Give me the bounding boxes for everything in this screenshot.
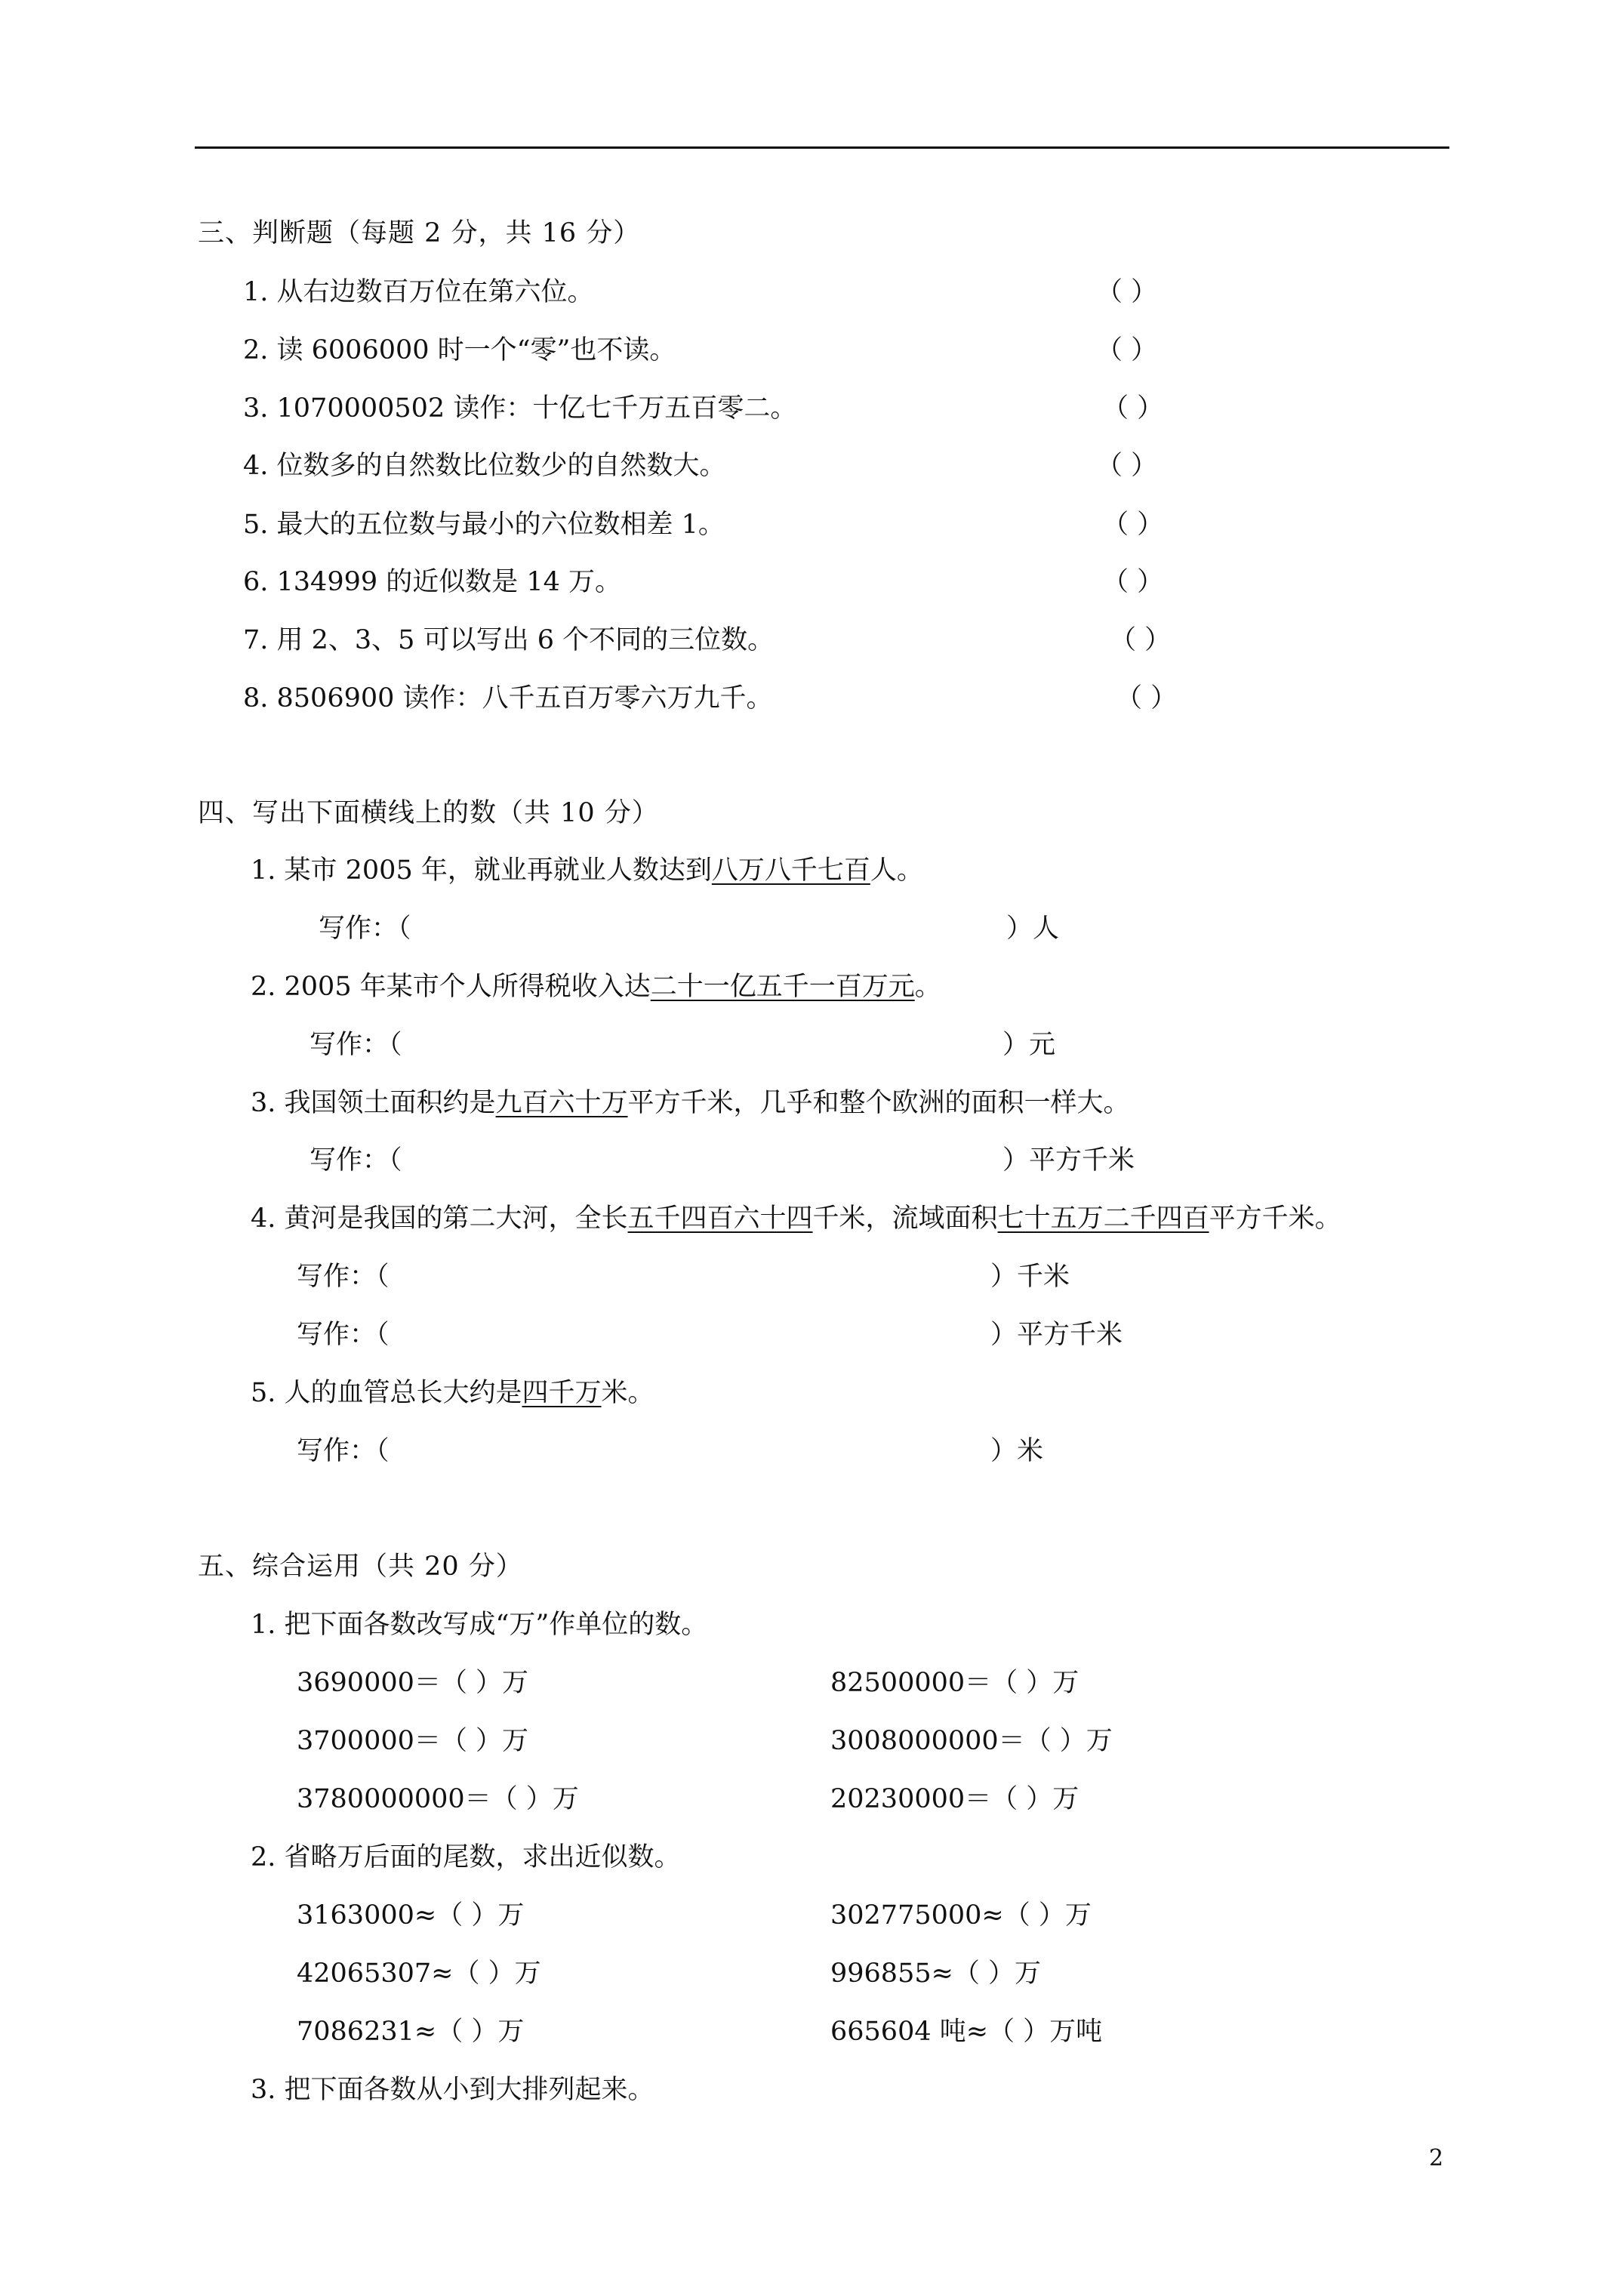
comprehensive-q1-title: 1. 把下面各数改写成“万”作单位的数。 <box>251 1610 708 1640</box>
q4-text-mid: 千米，流域面积 <box>812 1203 998 1234</box>
q1-answer-label: 写作：（ <box>319 914 411 944</box>
judge-blank-3[interactable]: （ ） <box>1102 393 1164 424</box>
section-3-title: 三、判断题（每题 2 分，共 16 分） <box>198 218 641 248</box>
page-number: 2 <box>1429 2145 1444 2171</box>
judge-item-3: 3. 1070000502 读作：十亿七千万五百零二。 <box>243 393 797 424</box>
q2-answer-suffix: ）元 <box>1002 1030 1056 1060</box>
q1-answer-suffix: ）人 <box>1006 914 1060 944</box>
judge-item-5: 5. 最大的五位数与最小的六位数相差 1。 <box>243 510 725 540</box>
q3-text-pre: 3. 我国领土面积约是 <box>251 1088 496 1118</box>
approx-right-3: 665604 吨≈（ ）万吨 <box>830 2017 1103 2047</box>
judge-blank-6[interactable]: （ ） <box>1102 567 1164 597</box>
judge-blank-1[interactable]: （ ） <box>1096 277 1158 307</box>
comprehensive-q2-title: 2. 省略万后面的尾数，求出近似数。 <box>251 1842 681 1872</box>
judge-blank-7[interactable]: （ ） <box>1110 625 1172 655</box>
q1-underlined-number: 八万八千七百 <box>711 855 870 886</box>
q2-text-pre: 2. 2005 年某市个人所得税收入达 <box>251 972 651 1002</box>
section-4-title: 四、写出下面横线上的数（共 10 分） <box>198 798 659 828</box>
section-5-title: 五、综合运用（共 20 分） <box>198 1552 523 1582</box>
q5-answer-suffix: ）米 <box>990 1436 1044 1466</box>
convert-right-1: 82500000＝（ ）万 <box>830 1668 1079 1698</box>
convert-left-1: 3690000＝（ ）万 <box>297 1668 529 1698</box>
q3-answer-label: 写作：（ <box>310 1145 402 1176</box>
convert-right-2: 3008000000＝（ ）万 <box>830 1726 1113 1756</box>
q2-answer-label: 写作：（ <box>310 1030 402 1060</box>
q4-answer-label-2: 写作：（ <box>297 1320 390 1350</box>
q3-underlined-number: 九百六十万 <box>495 1088 628 1118</box>
write-question-5 <box>251 1380 654 1407</box>
approx-left-2: 42065307≈（ ）万 <box>297 1959 541 1989</box>
header-rule <box>195 146 1449 149</box>
write-question-4 <box>251 1203 1341 1234</box>
q2-text-post: 。 <box>914 972 941 1002</box>
judge-item-4: 4. 位数多的自然数比位数少的自然数大。 <box>243 451 726 481</box>
q4-underlined-number-2: 七十五万二千四百 <box>997 1203 1209 1234</box>
judge-item-8: 8. 8506900 读作：八千五百万零六万九千。 <box>243 683 773 713</box>
judge-blank-4[interactable]: （ ） <box>1096 451 1158 481</box>
judge-blank-2[interactable]: （ ） <box>1096 335 1158 365</box>
q1-text-post: 人。 <box>870 855 923 886</box>
approx-left-1: 3163000≈（ ）万 <box>297 1900 525 1931</box>
judge-item-2: 2. 读 6006000 时一个“零”也不读。 <box>243 335 676 365</box>
q5-text-post: 米。 <box>601 1378 654 1408</box>
q4-underlined-number-1: 五千四百六十四 <box>627 1203 813 1234</box>
judge-blank-5[interactable]: （ ） <box>1102 510 1164 540</box>
judge-blank-8[interactable]: （ ） <box>1116 683 1178 713</box>
convert-left-3: 3780000000＝（ ）万 <box>297 1784 579 1814</box>
judge-item-1: 1. 从右边数百万位在第六位。 <box>243 277 594 307</box>
write-question-2 <box>251 974 941 1000</box>
q3-answer-suffix: ）平方千米 <box>1002 1145 1135 1176</box>
q3-text-post: 平方千米，几乎和整个欧洲的面积一样大。 <box>627 1088 1130 1118</box>
q4-text-pre: 4. 黄河是我国的第二大河，全长 <box>251 1203 628 1234</box>
convert-left-2: 3700000＝（ ）万 <box>297 1726 529 1756</box>
q4-answer-suffix-1: ）千米 <box>990 1262 1070 1292</box>
judge-item-7: 7. 用 2、3、5 可以写出 6 个不同的三位数。 <box>243 625 775 655</box>
approx-right-1: 302775000≈（ ）万 <box>830 1900 1092 1931</box>
judge-item-6: 6. 134999 的近似数是 14 万。 <box>243 567 622 597</box>
comprehensive-q3-title: 3. 把下面各数从小到大排列起来。 <box>251 2075 654 2105</box>
convert-right-3: 20230000＝（ ）万 <box>830 1784 1079 1814</box>
q2-underlined-number: 二十一亿五千一百万元 <box>650 972 915 1002</box>
approx-right-2: 996855≈（ ）万 <box>830 1959 1042 1989</box>
write-question-1 <box>251 855 923 886</box>
q4-answer-suffix-2: ）平方千米 <box>990 1320 1123 1350</box>
q5-text-pre: 5. 人的血管总长大约是 <box>251 1378 522 1408</box>
write-question-3 <box>251 1090 1130 1117</box>
q1-text-pre: 1. 某市 2005 年，就业再就业人数达到 <box>251 855 712 886</box>
q5-answer-label: 写作：（ <box>297 1436 390 1466</box>
q4-answer-label-1: 写作：（ <box>297 1262 390 1292</box>
q5-underlined-number: 四千万 <box>522 1378 602 1408</box>
q4-text-post: 平方千米。 <box>1209 1203 1341 1234</box>
approx-left-3: 7086231≈（ ）万 <box>297 2017 525 2047</box>
